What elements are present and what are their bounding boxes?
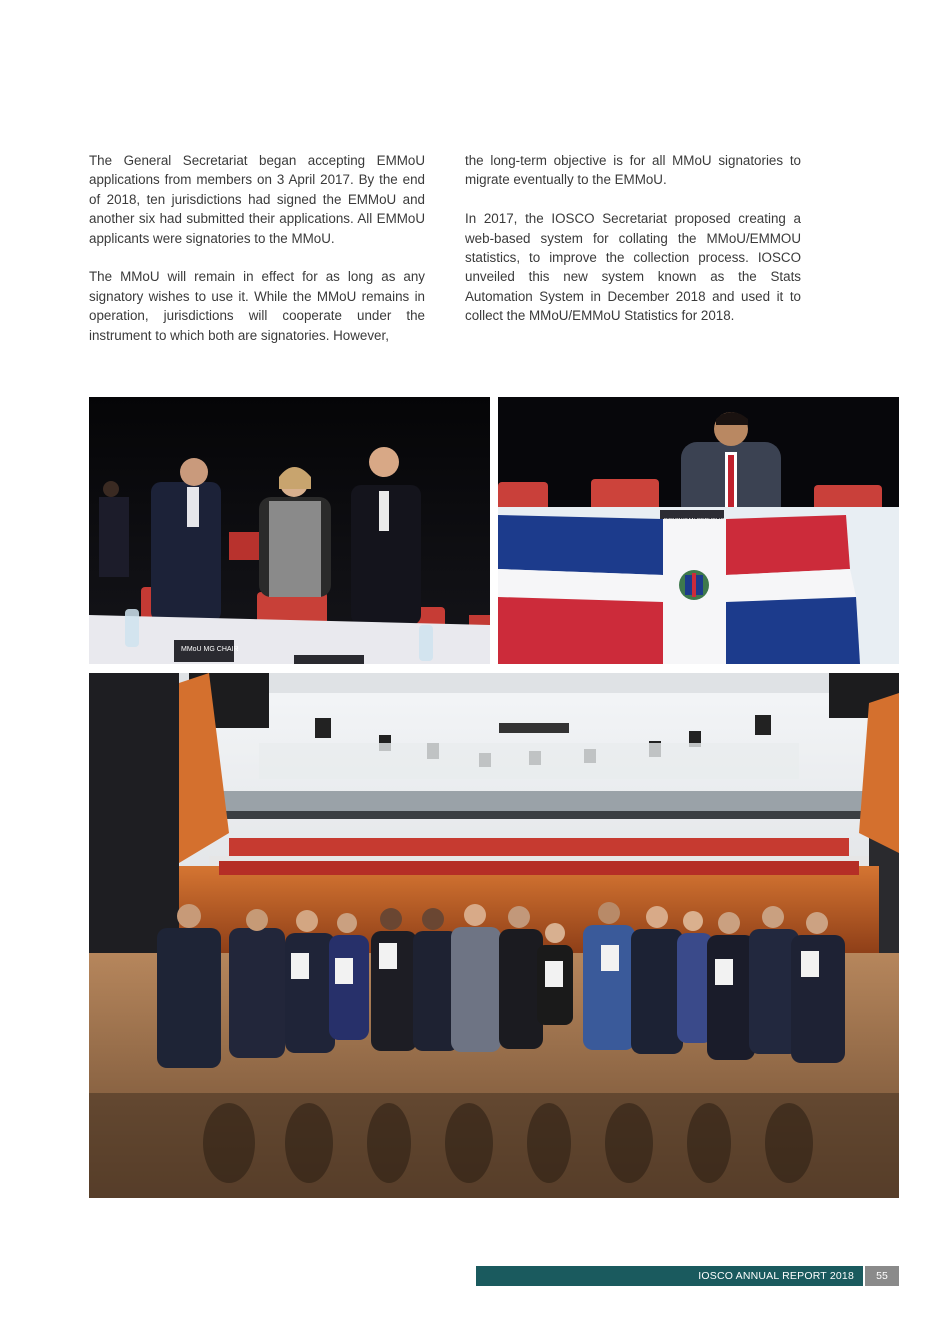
photo-delegate-flag (498, 397, 899, 664)
paragraph: The General Secretariat began accepting EMMoU applications from members on 3 April 2017. By the end of 2018, ten jurisdictions had signed the EMMoU and another six had submitted their applications. All EMMoU applicants were signatories to the MMoU. (89, 153, 425, 246)
right-text-column (465, 151, 801, 326)
paragraph: The MMoU will remain in effect for as long as any signatory wishes to use it. While the MMoU remains in operation, jurisdictions will cooperate under the instrument to which both are signatories. However, (89, 269, 425, 343)
paragraph: the long-term objective is for all MMoU signatories to migrate eventually to the EMMoU. (465, 153, 801, 188)
photo-delegates-conversation (89, 397, 490, 664)
footer-report-title: IOSCO ANNUAL REPORT 2018 (476, 1266, 863, 1286)
photo-group-auditorium (89, 673, 899, 1198)
paragraph: In 2017, the IOSCO Secretariat proposed creating a web-based system for collating the MMoU/EMMOU statistics, to improve the collection process. IOSCO unveiled this new system known as the Stats Automation System in December 2018 and used it to collect the MMoU/EMMoU Statistics for 2018. (465, 211, 801, 324)
left-text-column (89, 151, 425, 345)
page-number: 55 (865, 1266, 899, 1286)
place-card-label: MMoU MG CHAIR (181, 646, 239, 653)
